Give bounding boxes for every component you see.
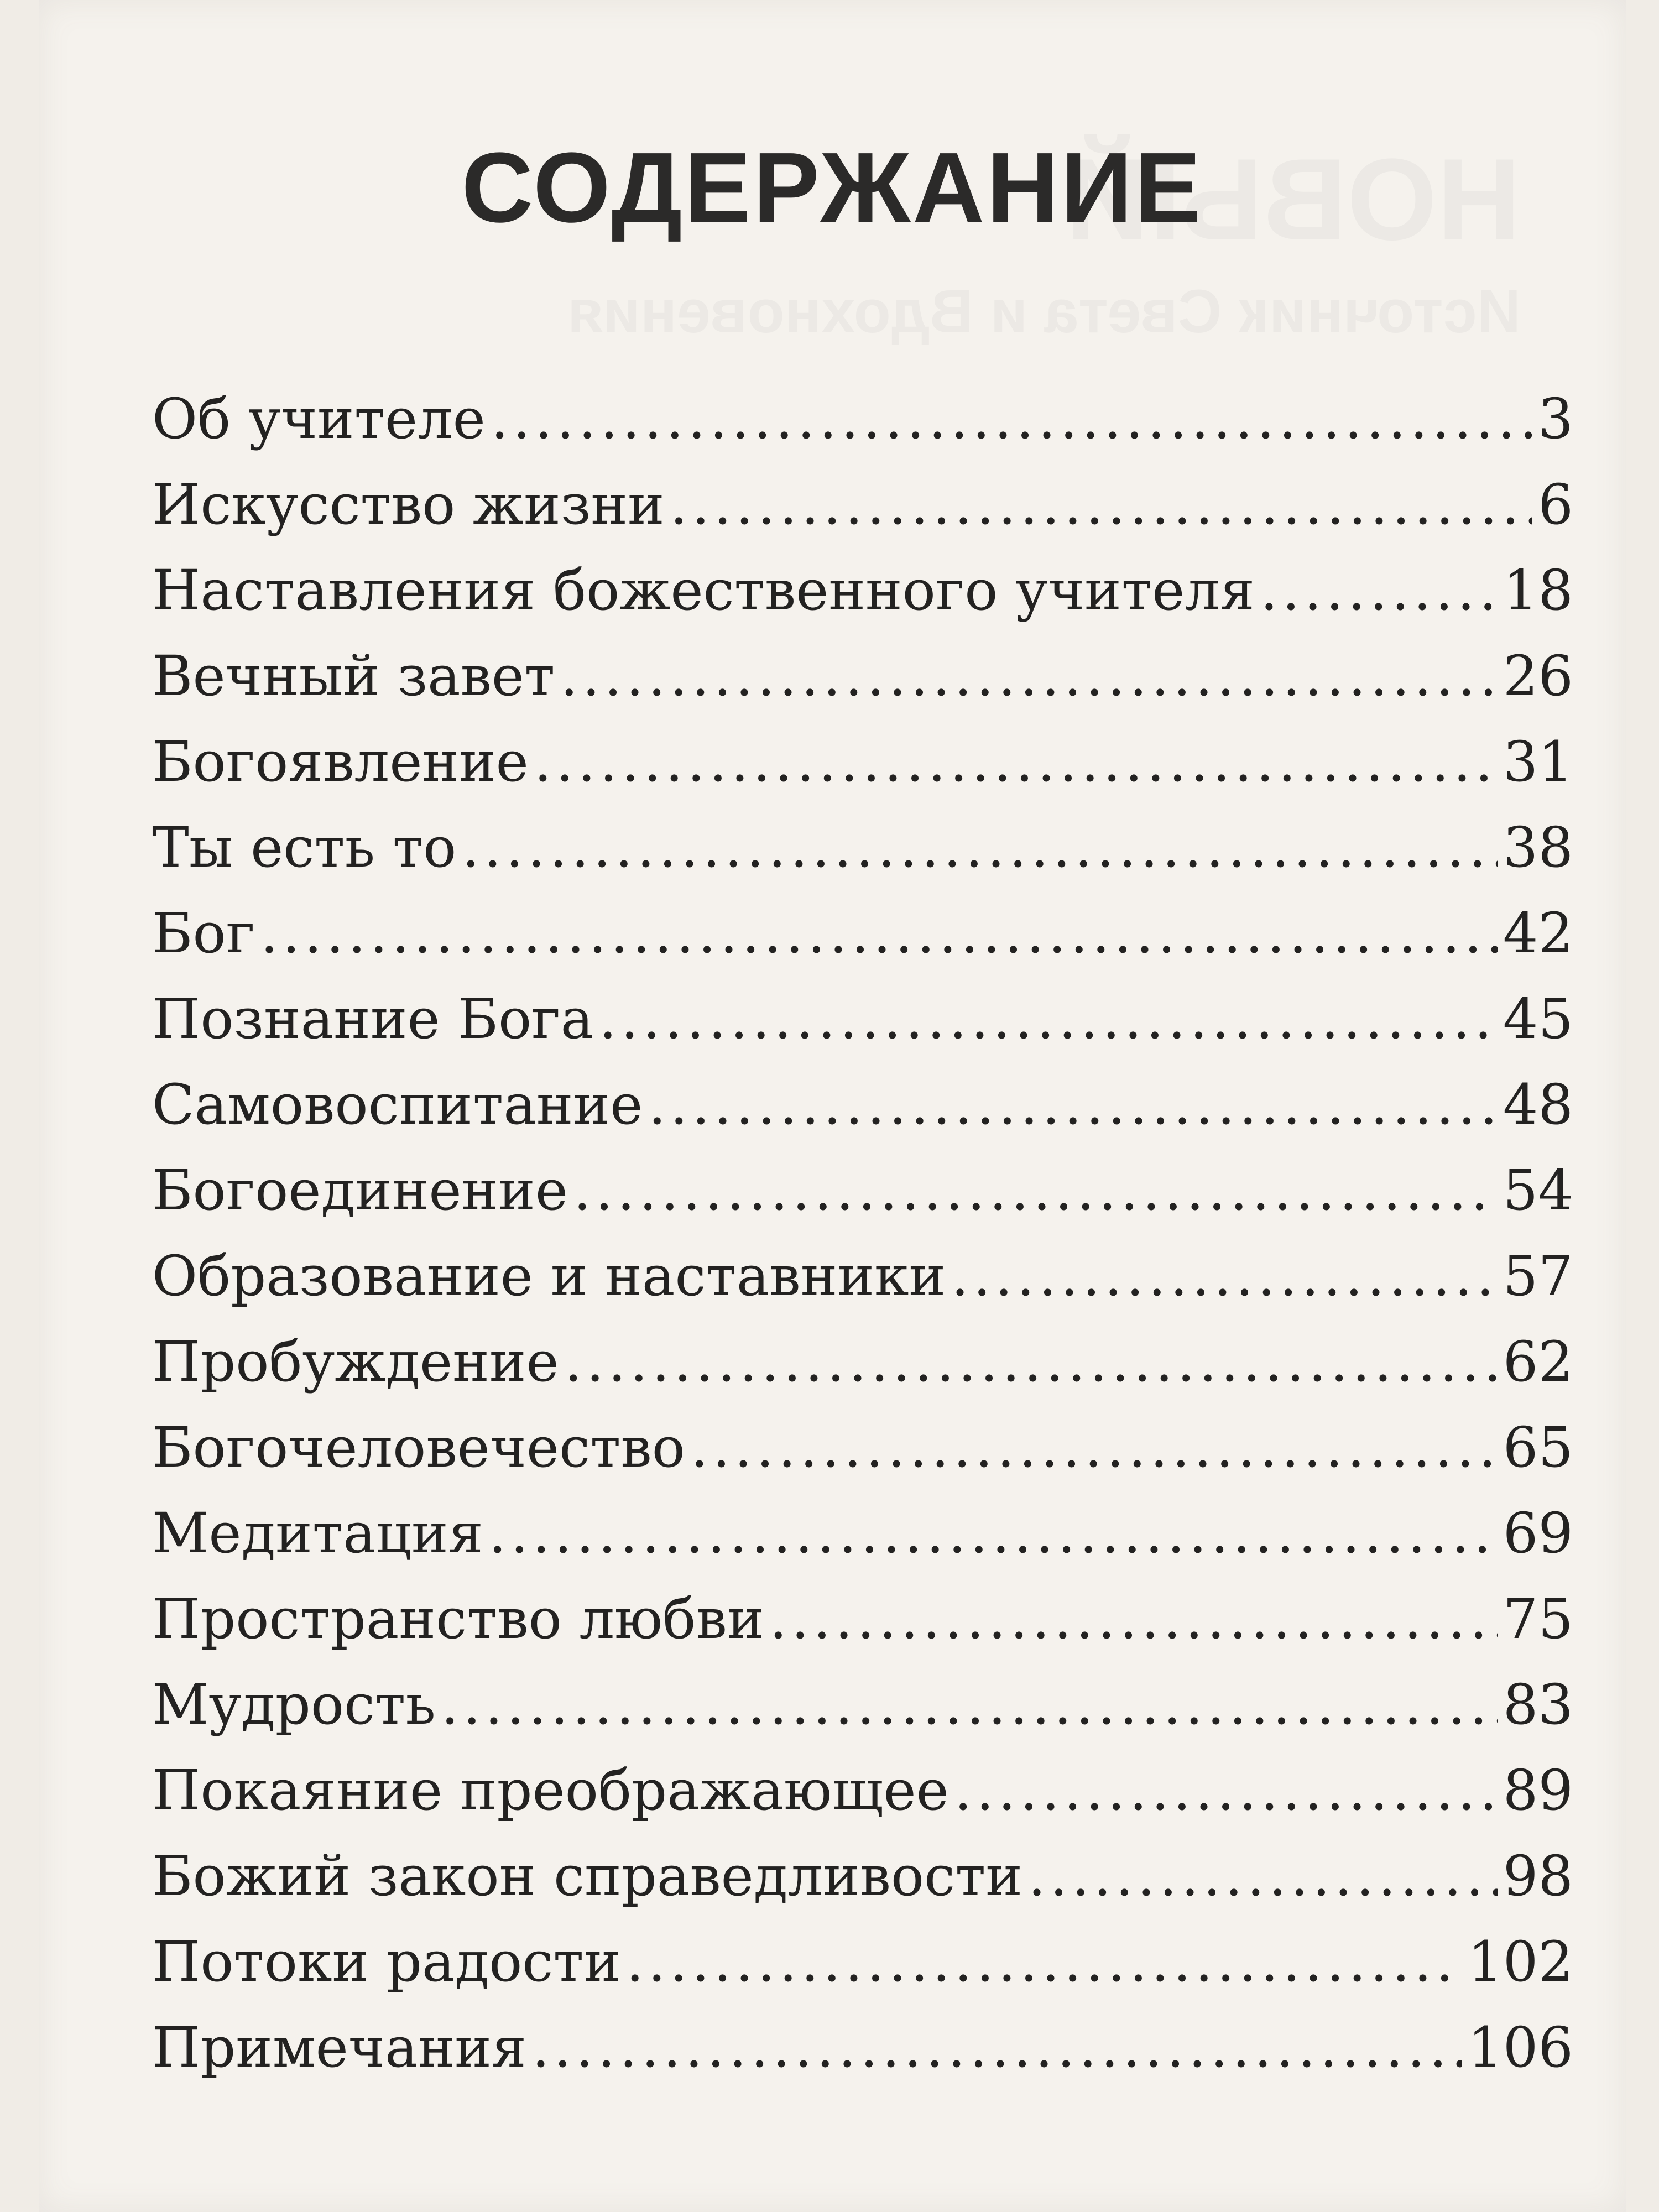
toc-entry-title: Примечания bbox=[152, 2015, 526, 2080]
toc-entry bbox=[152, 633, 1573, 719]
toc-page-number: 45 bbox=[1503, 987, 1573, 1051]
toc-entry bbox=[152, 376, 1573, 462]
table-of-contents bbox=[152, 376, 1573, 2090]
toc-entry-title: Самовоспитание bbox=[152, 1072, 643, 1137]
book-page bbox=[39, 0, 1626, 2212]
toc-entry bbox=[152, 1919, 1573, 2005]
toc-page-number: 42 bbox=[1503, 901, 1573, 966]
toc-dot-leader bbox=[648, 1062, 1497, 1147]
toc-page-number: 62 bbox=[1503, 1329, 1573, 1394]
toc-dot-leader bbox=[691, 1405, 1498, 1490]
toc-entry bbox=[152, 1062, 1573, 1147]
toc-entry-title: Образование и наставники bbox=[152, 1244, 946, 1308]
toc-dot-leader bbox=[599, 976, 1498, 1062]
toc-page-number: 83 bbox=[1503, 1672, 1573, 1737]
toc-entry bbox=[152, 1405, 1573, 1490]
toc-page-number: 69 bbox=[1503, 1501, 1573, 1566]
toc-entry-title: Богоединение bbox=[152, 1158, 568, 1223]
toc-entry bbox=[152, 1490, 1573, 1576]
toc-dot-leader bbox=[1260, 547, 1498, 633]
toc-dot-leader bbox=[565, 1319, 1498, 1405]
toc-entry bbox=[152, 976, 1573, 1062]
toc-entry bbox=[152, 547, 1573, 633]
toc-page-number: 54 bbox=[1503, 1158, 1573, 1223]
toc-page-number: 26 bbox=[1503, 644, 1573, 708]
toc-dot-leader bbox=[954, 1747, 1498, 1833]
show-through-heading: НОВЫЙ bbox=[1065, 134, 1521, 264]
toc-entry bbox=[152, 1747, 1573, 1833]
toc-page-number: 98 bbox=[1503, 1844, 1573, 1908]
toc-entry bbox=[152, 1662, 1573, 1747]
toc-dot-leader bbox=[670, 462, 1533, 547]
toc-entry-title: Медитация bbox=[152, 1501, 483, 1566]
toc-dot-leader bbox=[534, 719, 1498, 805]
toc-page-number: 89 bbox=[1503, 1758, 1573, 1823]
toc-dot-leader bbox=[560, 633, 1497, 719]
toc-entry-title: Пространство любви bbox=[152, 1587, 764, 1651]
toc-entry bbox=[152, 2005, 1573, 2090]
toc-dot-leader bbox=[951, 1233, 1498, 1319]
toc-page-number: 65 bbox=[1503, 1415, 1573, 1480]
toc-entry-title: Наставления божественного учителя bbox=[152, 558, 1255, 623]
page-title: СОДЕРЖАНИЕ bbox=[461, 132, 1203, 243]
toc-page-number: 75 bbox=[1503, 1587, 1573, 1651]
toc-page-number: 31 bbox=[1503, 729, 1573, 794]
toc-entry bbox=[152, 1147, 1573, 1233]
show-through-subheading: Источник Света и Вдохновения bbox=[567, 278, 1521, 346]
toc-page-number: 38 bbox=[1503, 815, 1573, 880]
toc-dot-leader bbox=[573, 1147, 1498, 1233]
toc-entry-title: Об учителе bbox=[152, 387, 486, 451]
toc-entry bbox=[152, 1319, 1573, 1405]
toc-entry-title: Покаяние преображающее bbox=[152, 1758, 949, 1823]
toc-page-number: 48 bbox=[1503, 1072, 1573, 1137]
toc-entry bbox=[152, 1576, 1573, 1662]
toc-entry bbox=[152, 890, 1573, 976]
toc-dot-leader bbox=[769, 1576, 1497, 1662]
toc-entry-title: Потоки радости bbox=[152, 1929, 621, 1994]
toc-entry-title: Богочеловечество bbox=[152, 1415, 685, 1480]
toc-page-number: 3 bbox=[1538, 387, 1573, 451]
toc-page-number: 102 bbox=[1468, 1929, 1573, 1994]
toc-entry-title: Ты есть то bbox=[152, 815, 457, 880]
toc-entry bbox=[152, 805, 1573, 890]
toc-entry-title: Пробуждение bbox=[152, 1329, 559, 1394]
toc-entry-title: Познание Бога bbox=[152, 987, 594, 1051]
toc-page-number: 106 bbox=[1468, 2015, 1573, 2080]
toc-dot-leader bbox=[1028, 1833, 1498, 1919]
toc-entry bbox=[152, 1233, 1573, 1319]
toc-dot-leader bbox=[441, 1662, 1498, 1747]
toc-dot-leader bbox=[491, 376, 1533, 462]
toc-page-number: 57 bbox=[1503, 1244, 1573, 1308]
toc-entry bbox=[152, 1833, 1573, 1919]
toc-entry-title: Вечный завет bbox=[152, 644, 555, 708]
toc-page-number: 6 bbox=[1538, 472, 1573, 537]
toc-dot-leader bbox=[532, 2005, 1462, 2090]
toc-entry bbox=[152, 719, 1573, 805]
toc-entry-title: Мудрость bbox=[152, 1672, 436, 1737]
toc-dot-leader bbox=[489, 1490, 1498, 1576]
toc-entry-title: Бог bbox=[152, 901, 255, 966]
toc-dot-leader bbox=[260, 890, 1498, 976]
toc-entry bbox=[152, 462, 1573, 547]
toc-entry-title: Искусство жизни bbox=[152, 472, 665, 537]
toc-dot-leader bbox=[626, 1919, 1462, 2005]
toc-entry-title: Божий закон справедливости bbox=[152, 1844, 1023, 1908]
toc-entry-title: Богоявление bbox=[152, 729, 529, 794]
toc-dot-leader bbox=[462, 805, 1497, 890]
toc-page-number: 18 bbox=[1503, 558, 1573, 623]
